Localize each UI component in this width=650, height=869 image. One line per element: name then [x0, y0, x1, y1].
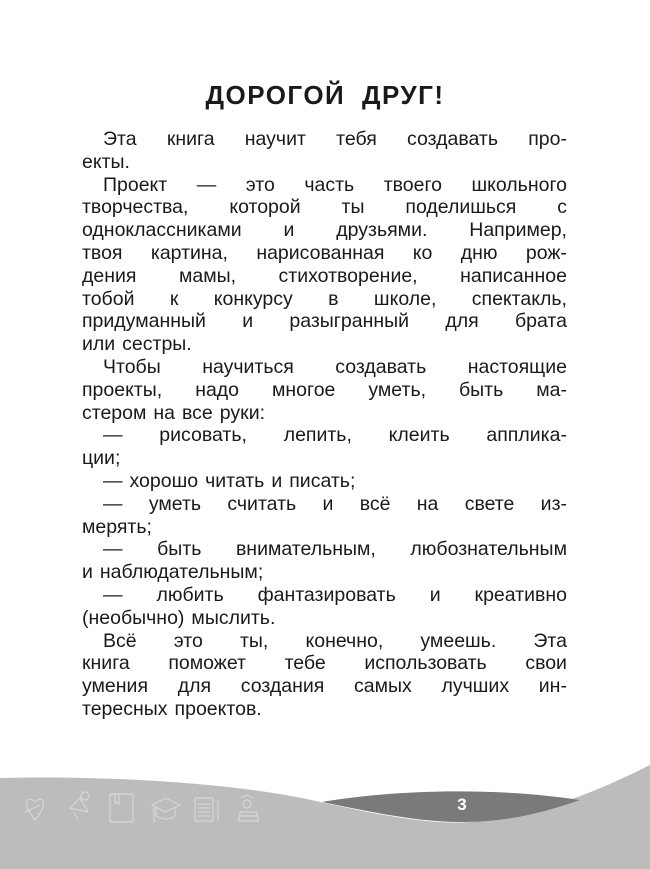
word: поможет [168, 652, 246, 675]
text-line [82, 242, 567, 265]
word: книга [82, 652, 130, 675]
page-title: ДОРОГОЙ ДРУГ! [205, 80, 445, 110]
word: Всё [103, 629, 137, 652]
word: (необычно) [82, 606, 185, 629]
word: твоя [82, 241, 123, 264]
text-line [82, 288, 567, 311]
word: Чтобы [103, 355, 161, 378]
word: надо [195, 378, 240, 401]
word: тобой [82, 287, 135, 310]
word: лепить, [283, 424, 352, 447]
word: проекты, [82, 378, 163, 401]
word: из- [540, 492, 567, 515]
body-text [82, 128, 567, 721]
word: все [182, 401, 213, 424]
text-line [82, 698, 567, 721]
word: проектов. [174, 697, 262, 720]
word: свои [525, 652, 567, 675]
word: написанное [460, 264, 567, 287]
text-line [82, 219, 567, 242]
word: умения [82, 675, 149, 698]
word: школе, [373, 287, 437, 310]
word: конкурсу [213, 287, 293, 310]
word: нарисованная [256, 241, 385, 264]
word: сестры. [122, 333, 192, 356]
text-line [82, 561, 567, 584]
word: многое [272, 378, 336, 401]
word: одноклассниками [82, 219, 242, 242]
word: фантазировать [257, 583, 396, 606]
word: это [173, 629, 203, 652]
word: твоего [383, 173, 442, 196]
word: брата [514, 310, 567, 333]
word: дню [460, 241, 498, 264]
word: — [103, 583, 123, 606]
word: — [103, 492, 123, 515]
word: или [82, 333, 116, 356]
text-line [82, 652, 567, 675]
word: и [283, 219, 295, 242]
text-line [82, 402, 567, 425]
word: поделишься [405, 196, 517, 219]
word: с [557, 196, 567, 219]
text-line [82, 470, 567, 493]
word: Например, [469, 219, 567, 242]
text-line [82, 356, 567, 379]
word: школьного [471, 173, 567, 196]
word: лучших [441, 675, 510, 698]
word: к [169, 287, 179, 310]
word: книга [166, 128, 215, 150]
word: руки: [219, 401, 265, 424]
word: создавать [335, 355, 427, 378]
word: тебе [284, 652, 326, 675]
text-line [82, 447, 567, 470]
word: часть [304, 173, 355, 196]
text-line [82, 538, 567, 561]
word: мерять; [82, 515, 152, 538]
word: клеить [388, 424, 450, 447]
word: быть [459, 378, 504, 401]
word: спектакль, [471, 287, 567, 310]
word: научит [244, 128, 306, 150]
word: тебя [336, 128, 377, 150]
word: которой [229, 196, 301, 219]
word: на [416, 492, 439, 515]
word: творчества, [82, 196, 189, 219]
text-line [82, 333, 567, 356]
text-line [82, 424, 567, 447]
word: для [177, 675, 212, 698]
word: Эта [103, 128, 137, 150]
word: екты. [82, 150, 130, 173]
word: создания [240, 675, 325, 698]
word: наблюдательным; [99, 561, 264, 584]
word: — [196, 173, 217, 196]
word: друзьями. [336, 219, 428, 242]
text-line [82, 265, 567, 288]
word: ма- [536, 378, 567, 401]
word: настоящие [467, 355, 567, 378]
word: ты, [239, 629, 269, 652]
word: и [242, 310, 254, 333]
text-line [82, 151, 567, 174]
word: и [322, 492, 334, 515]
word: всё [359, 492, 391, 515]
word: и [82, 561, 93, 584]
word: Эта [533, 629, 567, 652]
word: и [271, 469, 283, 492]
word: внимательным, [235, 538, 376, 561]
word: писать; [289, 469, 356, 492]
word: использовать [364, 652, 487, 675]
word: — [103, 424, 123, 447]
word: мамы, [178, 264, 237, 287]
word: придуманный [82, 310, 206, 333]
text-line [82, 310, 567, 333]
word: разыгранный [289, 310, 410, 333]
text-line [82, 584, 567, 607]
text-line [82, 196, 567, 219]
footer-wave [0, 740, 650, 869]
word: рож- [525, 241, 567, 264]
word: креативно [474, 583, 567, 606]
word: читать [205, 469, 265, 492]
word: самых [354, 675, 412, 698]
word: картина, [150, 241, 228, 264]
text-line [82, 516, 567, 539]
word: создавать [407, 128, 499, 150]
word: тересных [82, 697, 168, 720]
word: уметь, [368, 378, 427, 401]
text-line [82, 128, 567, 151]
word: дения [82, 264, 137, 287]
word: в [328, 287, 339, 310]
word: быть [157, 538, 202, 561]
word: это [245, 173, 275, 196]
page-number: 3 [457, 795, 467, 814]
word: Проект [103, 173, 168, 196]
text-line [82, 379, 567, 402]
word: стером [82, 401, 147, 424]
word: научиться [202, 355, 294, 378]
word: мыслить. [191, 606, 276, 629]
word: умеешь. [420, 629, 497, 652]
word: любознательным [410, 538, 567, 561]
word: на [153, 401, 176, 424]
text-line [82, 675, 567, 698]
word: конечно, [305, 629, 384, 652]
word: считать [227, 492, 297, 515]
word: рисовать, [159, 424, 247, 447]
word: ко [412, 241, 433, 264]
word: ции; [82, 447, 121, 470]
wave-light [0, 765, 650, 869]
word: ин- [538, 675, 567, 698]
word: и [429, 583, 441, 606]
text-line [82, 630, 567, 653]
word: — [103, 469, 123, 492]
word: стихотворение, [278, 264, 418, 287]
word: хорошо [129, 469, 199, 492]
word: для [445, 310, 479, 333]
word: уметь [148, 492, 202, 515]
word: ты [341, 196, 365, 219]
word: про- [528, 128, 567, 150]
word: апплика- [486, 424, 567, 447]
word: свете [464, 492, 515, 515]
text-line [82, 493, 567, 516]
word: — [103, 538, 123, 561]
word: любить [156, 583, 224, 606]
text-line [82, 174, 567, 197]
text-line [82, 607, 567, 630]
